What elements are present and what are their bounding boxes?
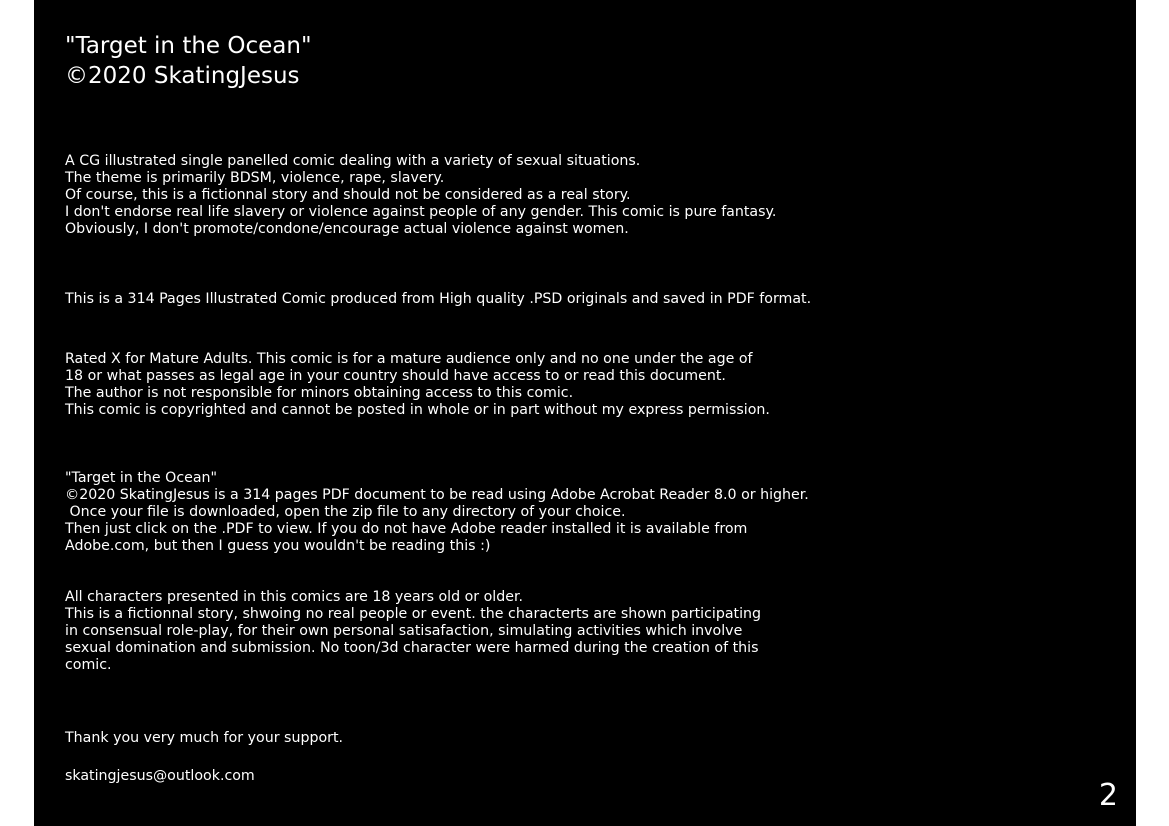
instructions-paragraph: [65, 470, 809, 555]
thanks-paragraph: [65, 730, 343, 747]
page-number: 2: [1098, 778, 1118, 813]
text-line: The theme is primarily BDSM, violence, rape, slavery.: [65, 170, 445, 186]
copyright-line: ©2020 SkatingJesus: [65, 63, 300, 89]
text-line: sexual domination and submission. No toon/3d character were harmed during the creation of this: [65, 640, 759, 656]
text-line: The author is not responsible for minors obtaining access to this comic.: [65, 385, 574, 401]
content-warning-paragraph: [65, 153, 776, 238]
text-line: Rated X for Mature Adults. This comic is for a mature audience only and no one under the age of: [65, 351, 753, 367]
comic-title: "Target in the Ocean": [65, 33, 312, 59]
text-line: ©2020 SkatingJesus is a 314 pages PDF document to be read using Adobe Acrobat Reader 8.0 or higher.: [65, 487, 809, 503]
text-line: comic.: [65, 657, 112, 673]
contact-email: [65, 768, 255, 785]
document-page: [34, 0, 1136, 826]
text-line: This is a 314 Pages Illustrated Comic produced from High quality .PSD originals and saved in PDF format.: [65, 291, 812, 307]
text-line: Obviously, I don't promote/condone/encourage actual violence against women.: [65, 221, 629, 237]
text-line: in consensual role-play, for their own personal satisafaction, simulating activities which involve: [65, 623, 743, 639]
title-block: [65, 31, 312, 91]
text-line: This comic is copyrighted and cannot be posted in whole or in part without my express permission.: [65, 402, 770, 418]
text-line: Then just click on the .PDF to view. If you do not have Adobe reader installed it is available from: [65, 521, 748, 537]
text-line: Adobe.com, but then I guess you wouldn't be reading this :): [65, 538, 491, 554]
text-line: Of course, this is a fictionnal story and should not be considered as a real story.: [65, 187, 631, 203]
text-line: Thank you very much for your support.: [65, 730, 344, 746]
text-line: This is a fictionnal story, shwoing no real people or event. the characterts are shown participating: [65, 606, 762, 622]
text-line: 18 or what passes as legal age in your country should have access to or read this document.: [65, 368, 726, 384]
email-text: skatingjesus@outlook.com: [65, 768, 255, 784]
text-line: A CG illustrated single panelled comic dealing with a variety of sexual situations.: [65, 153, 641, 169]
text-line: "Target in the Ocean": [65, 470, 218, 486]
rating-paragraph: [65, 351, 770, 419]
text-line: I don't endorse real life slavery or violence against people of any gender. This comic is pure fantasy.: [65, 204, 777, 220]
format-paragraph: [65, 291, 811, 308]
text-line: All characters presented in this comics are 18 years old or older.: [65, 589, 524, 605]
characters-paragraph: [65, 589, 761, 674]
text-line: Once your file is downloaded, open the zip file to any directory of your choice.: [65, 504, 626, 520]
